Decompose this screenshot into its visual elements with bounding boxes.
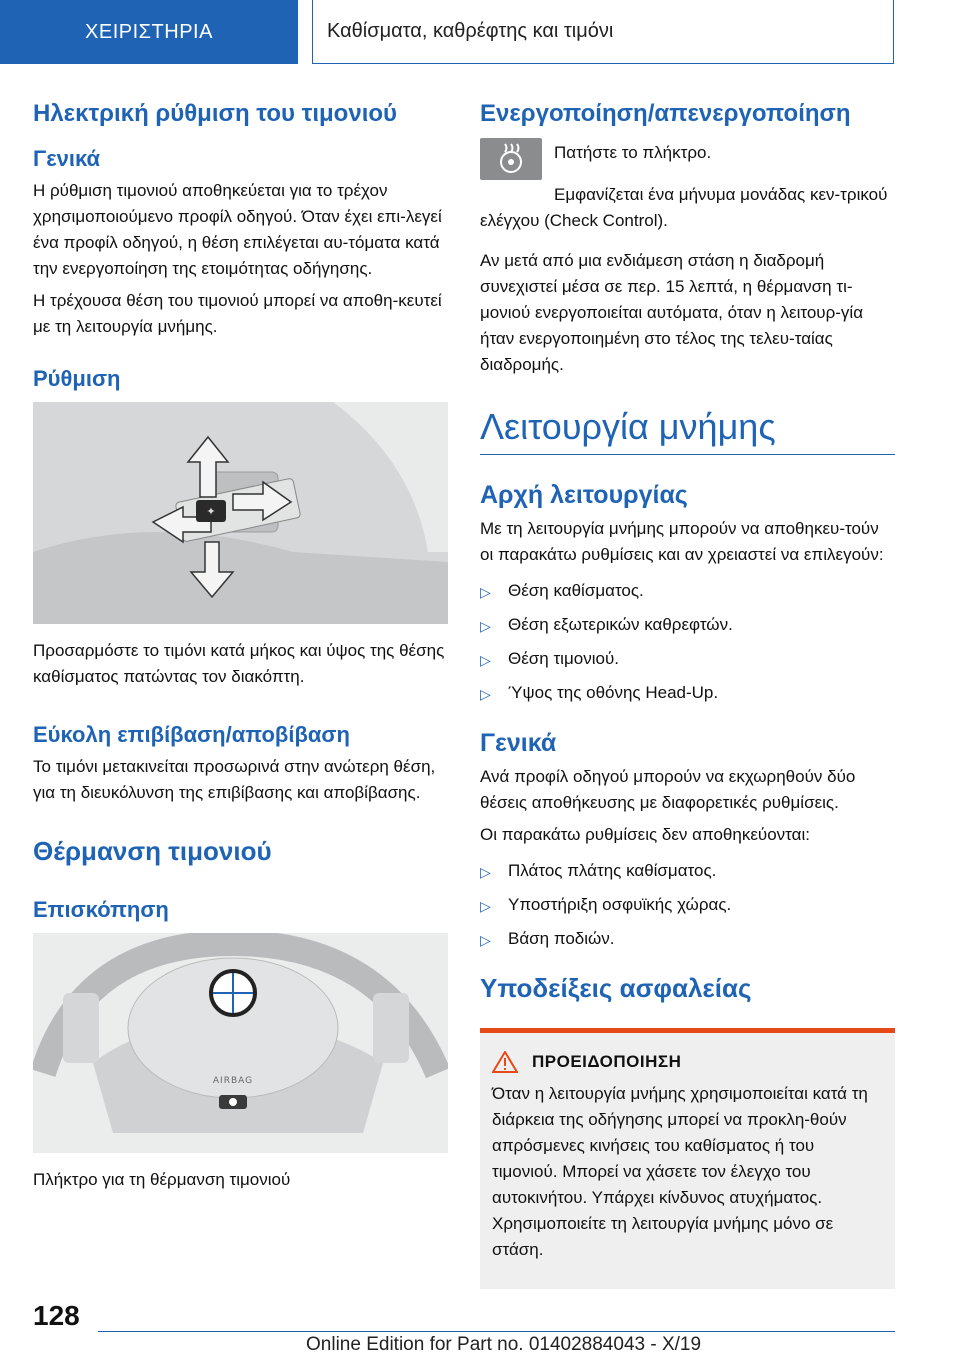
heading-memory-function: Λειτουργία μνήμης [480,406,776,447]
warning-header [492,1051,883,1073]
steering-wheel-illustration [33,933,448,1153]
paragraph-profile: Η ρύθμιση τιμονιού αποθηκεύεται για το τρέχον χρησιμοποιούμενο προφίλ οδηγού. Όταν έχει επι-λεγεί ένα προφίλ οδηγού, η θέση επιλέγεται αυ-τόματα κατά την ενεργοποίηση της ετοιμότητας οδήγησης. [33,181,442,278]
heading-easy-entry: Εύκολη επιβίβαση/αποβίβαση [33,722,350,747]
airbag-label: AIRBAG [212,1076,254,1086]
list-item: ▷ Θέση τιμονιού. [480,646,895,673]
bullet-triangle-icon: ▷ [480,652,491,668]
warning-text: Όταν η λειτουργία μνήμης χρησιμοποιείται κατά τη διάρκεια της οδήγησης μπορεί να προκλη-θούν απρόσμενες κινήσεις του καθίσματος ή του τιμονιού. Μπορεί να χάσετε τον έλεγχο του αυτοκινήτου. Υπάρχει κίνδυνος ατυχήματος. Χρησιμοποιείτε τη λειτουργία μνήμης μόνο σε στάση. [492,1084,868,1259]
list-item: ▷ Θέση καθίσματος. [480,578,895,605]
paragraph-profiles: Ανά προφίλ οδηγού μπορούν να εκχωρηθούν δύο θέσεις αποθήκευσης με διαφορετικές ρυθμίσεις. [480,767,856,812]
list-item: ▷ Πλάτος πλάτης καθίσματος. [480,858,895,885]
warning-box [480,1033,895,1289]
heading-on-off: Ενεργοποίηση/απενεργοποίηση [480,100,851,127]
bullet-triangle-icon: ▷ [480,618,491,634]
bullet-triangle-icon: ▷ [480,584,491,600]
header-chapter-label: Καθίσματα, καθρέφτης και τιμόνι [327,20,614,42]
paragraph-auto-resume: Αν μετά από μια ενδιάμεση στάση η διαδρομή συνεχιστεί μέσα σε περ. 15 λεπτά, η θέρμανση τι-μονιού ενεργοποιείται αυτόματα, όταν η λειτουρ-γία ήταν ενεργοποιημένη στο τέλος της τελευ-ταίας διαδρομής. [480,251,864,374]
step-press-button [480,138,895,180]
heading-rule [480,454,895,455]
heading-adjustment: Ρύθμιση [33,366,121,391]
svg-text:✦: ✦ [206,505,216,518]
list-not-saved [480,858,895,953]
page-number: 128 [33,1300,80,1331]
list-item: ▷ Ύψος της οθόνης Head-Up. [480,680,895,707]
heating-button-image [480,138,542,180]
bullet-triangle-icon: ▷ [480,898,491,914]
heading-electric-steering: Ηλεκτρική ρύθμιση του τιμονιού [33,100,397,127]
heading-general: Γενικά [33,146,101,171]
steering-switch-photo [33,402,448,624]
heading-steering-heating: Θέρμανση τιμονιού [33,836,272,866]
caption-adjust: Προσαρμόστε το τιμόνι κατά μήκος και ύψος της θέσης καθίσματος πατώντας τον διακόπτη. [33,641,445,686]
steering-heat-icon [491,142,531,176]
list-item: ▷ Υποστήριξη οσφυϊκής χώρας. [480,892,895,919]
bullet-triangle-icon: ▷ [480,864,491,880]
bullet-triangle-icon: ▷ [480,686,491,702]
header-section-tab [0,0,298,64]
heading-general-right: Γενικά [480,729,557,757]
step-2-text: Εμφανίζεται ένα μήνυμα μονάδας κεν-τρικού ελέγχου (Check Control). [480,185,888,230]
paragraph-principle: Με τη λειτουργία μνήμης μπορούν να αποθηκευ-τούν οι παρακάτω ρυθμίσεις και αν χρειαστεί να επιλεγούν: [480,519,884,564]
warning-title: ΠΡΟΕΙΔΟΠΟΙΗΣΗ [532,1052,682,1071]
steering-switch-illustration [33,402,448,624]
list-memory-settings [480,578,895,707]
header-chapter [312,0,894,64]
heading-safety: Υποδείξεις ασφαλείας [480,973,752,1003]
right-column [480,100,895,1289]
warning-triangle-icon [492,1051,518,1073]
list-item: ▷ Θέση εξωτερικών καθρεφτών. [480,612,895,639]
left-column [33,100,448,1199]
footer-rule [98,1331,895,1332]
step-1-text: Πατήστε το πλήκτρο. [554,143,712,162]
paragraph-not-saved: Οι παρακάτω ρυθμίσεις δεν αποθηκεύονται: [480,825,810,844]
heading-overview: Επισκόπηση [33,897,169,922]
footer-edition: Online Edition for Part no. 01402884043 - X/19 [306,1334,702,1355]
caption-heating-button: Πλήκτρο για τη θέρμανση τιμονιού [33,1170,291,1189]
bullet-triangle-icon: ▷ [480,932,491,948]
paragraph-easy-entry: Το τιμόνι μετακινείται προσωρινά στην ανώτερη θέση, για τη διευκόλυνση της επιβίβασης και αποβίβασης. [33,757,436,802]
paragraph-memory: Η τρέχουσα θέση του τιμονιού μπορεί να αποθη-κευτεί με τη λειτουργία μνήμης. [33,291,442,336]
heading-principle: Αρχή λειτουργίας [480,481,688,509]
header-section-label: ΧΕΙΡΙΣΤΗΡΙΑ [85,20,213,43]
steering-wheel-photo [33,933,448,1153]
list-item: ▷ Βάση ποδιών. [480,926,895,953]
